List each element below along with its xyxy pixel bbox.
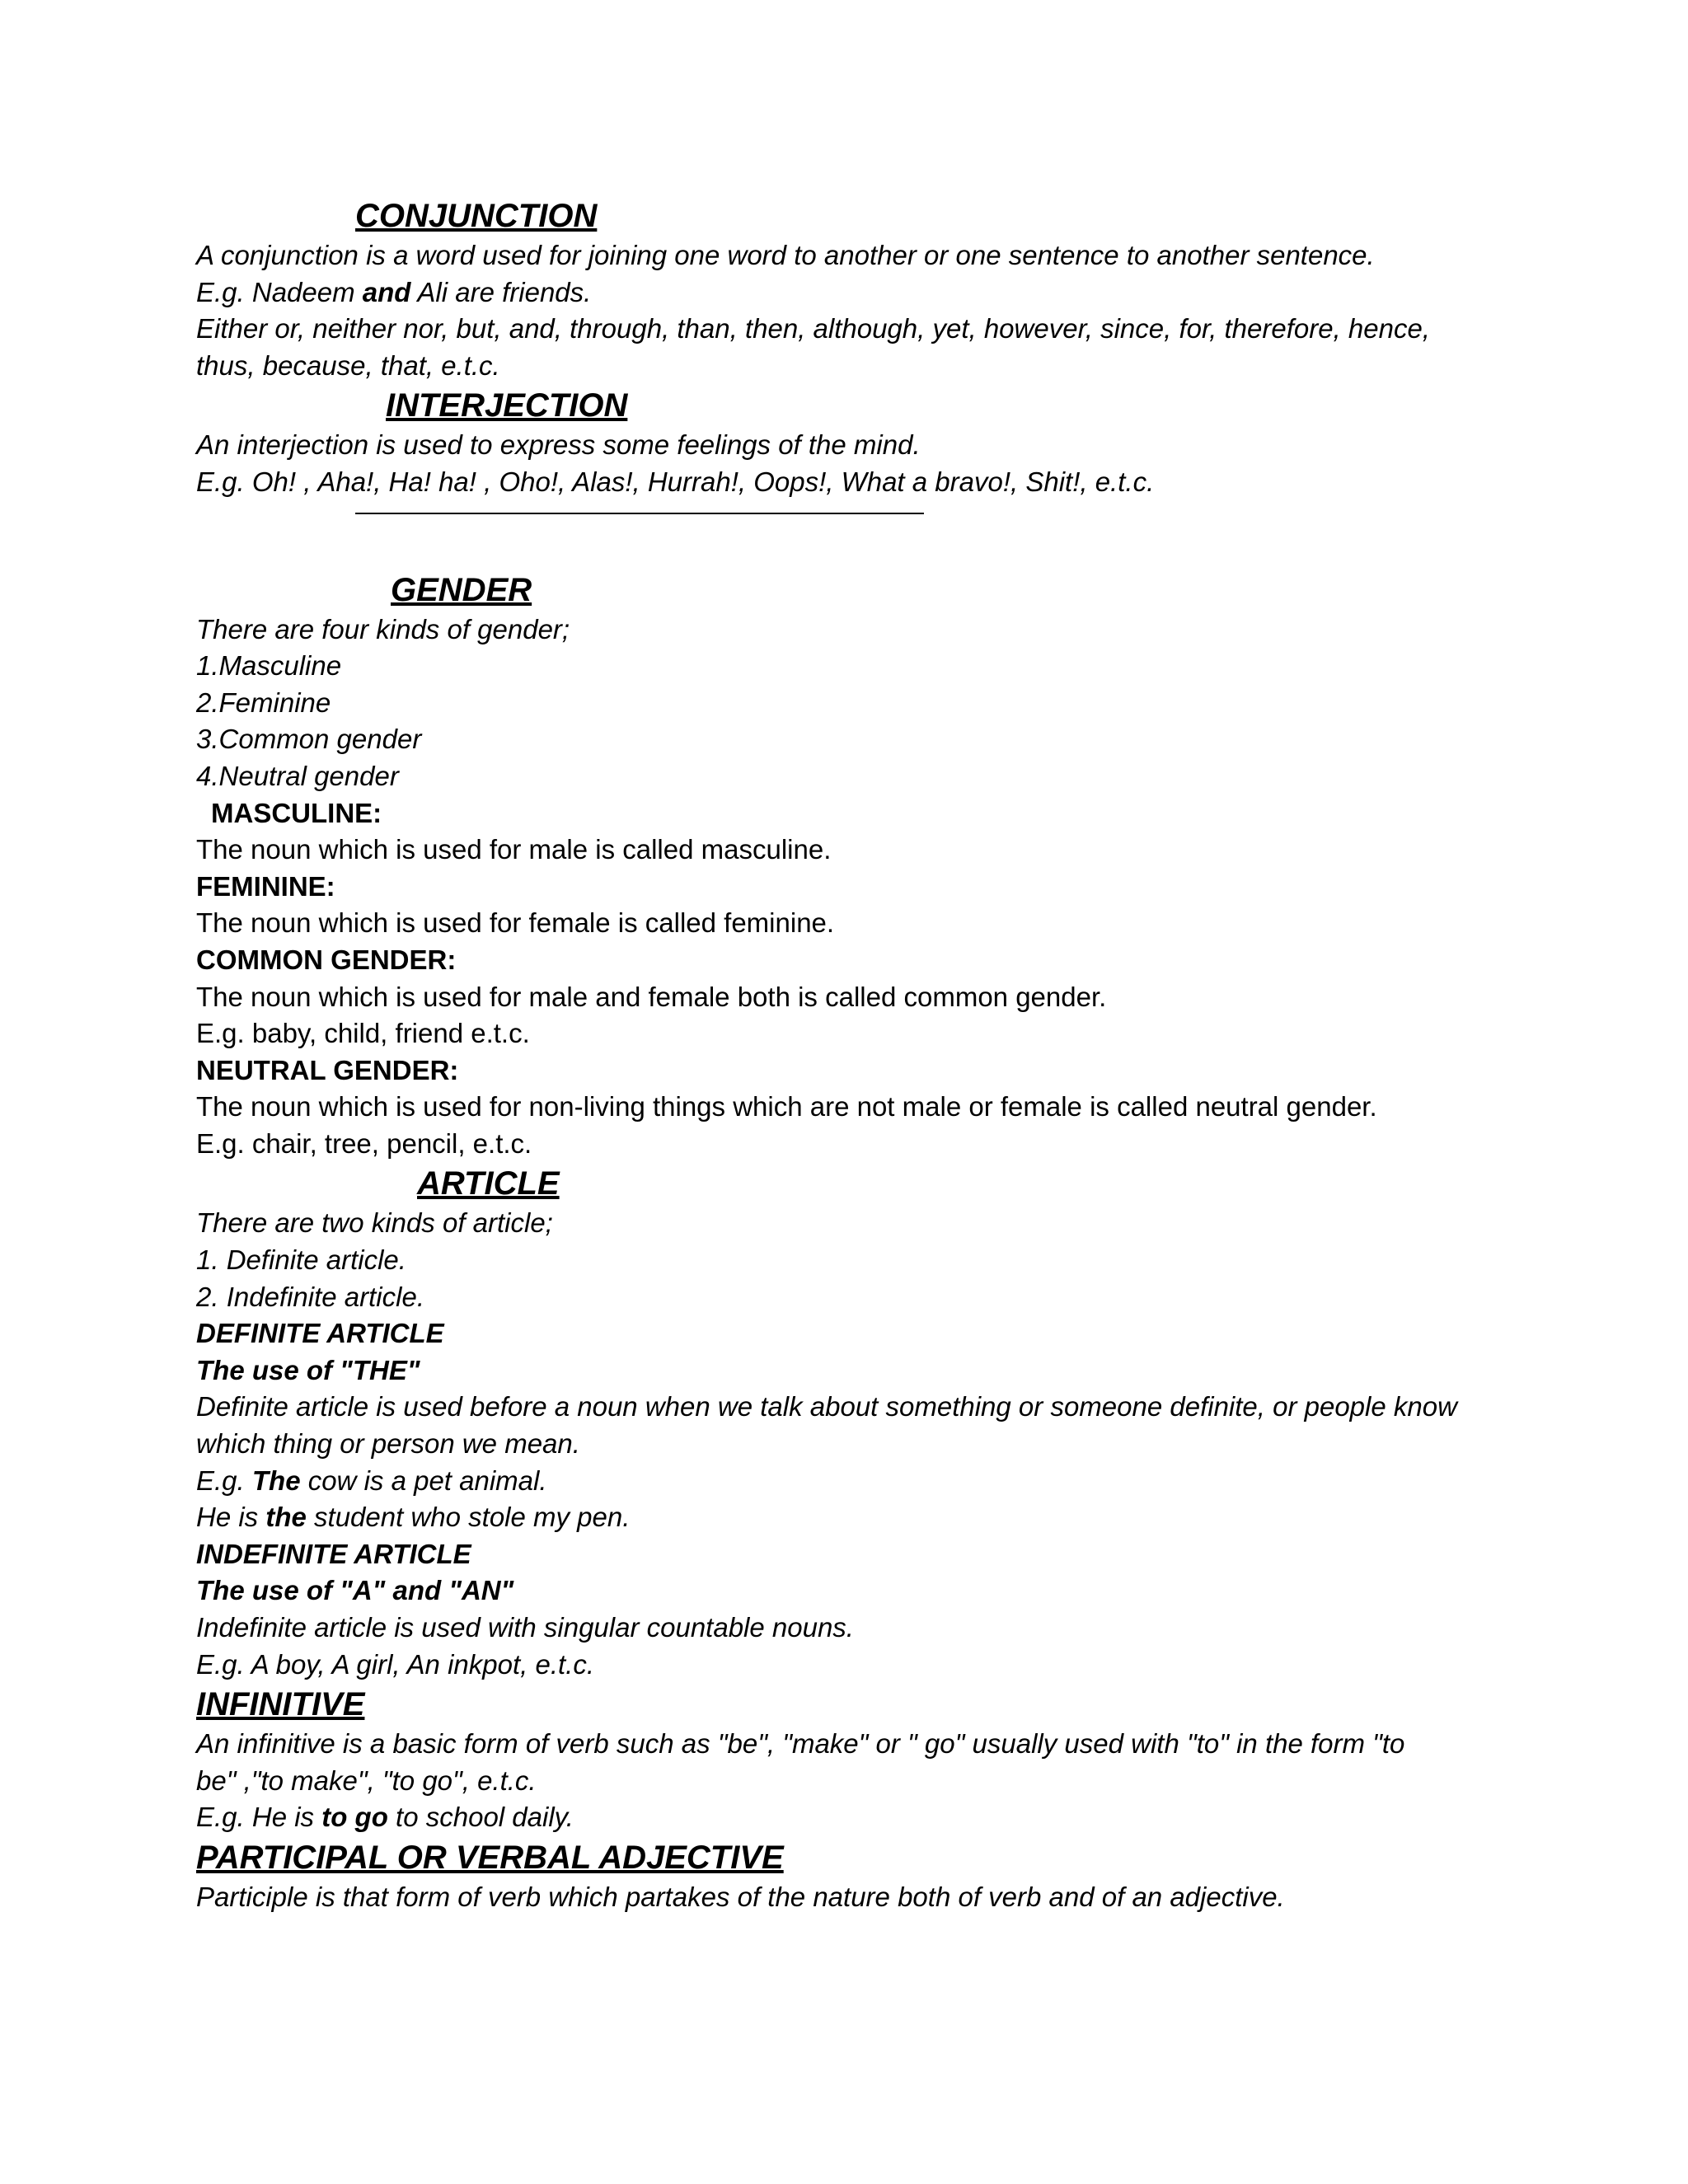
interjection-definition: An interjection is used to express some feelings of the mind. xyxy=(196,429,921,461)
interjection-heading: INTERJECTION xyxy=(386,387,628,424)
infinitive-example-suffix: to school daily. xyxy=(387,1802,574,1833)
common-gender-example: E.g. baby, child, friend e.t.c. xyxy=(196,1018,530,1049)
feminine-label: FEMININE: xyxy=(196,870,335,902)
conjunction-example xyxy=(196,274,1531,312)
conjunction-heading: CONJUNCTION xyxy=(355,198,598,234)
indefinite-article-text: Indefinite article is used with singular countable nouns. xyxy=(196,1612,854,1643)
gender-kind-2: 2.Feminine xyxy=(196,687,331,718)
conjunction-definition: A conjunction is a word used for joining one word to another or one sentence to another sentence. xyxy=(196,240,1375,270)
interjection-example: E.g. Oh! , Aha!, Ha! ha! , Oho!, Alas!, Hurrah!, Oops!, What a bravo!, Shit!, e.t.c. xyxy=(196,466,1155,497)
infinitive-example xyxy=(196,1799,1531,1836)
conjunction-list-line-2: thus, because, that, e.t.c. xyxy=(196,349,500,381)
article-heading: ARTICLE xyxy=(417,1165,560,1202)
definite-article-example-2 xyxy=(196,1499,1531,1536)
conjunction-example-bold: and xyxy=(362,276,411,307)
definite-example-1-prefix: E.g. xyxy=(196,1465,252,1496)
infinitive-example-prefix: E.g. He is xyxy=(196,1802,322,1833)
gender-kind-1: 1.Masculine xyxy=(196,650,342,682)
section-divider xyxy=(355,513,924,514)
conjunction-example-prefix: E.g. Nadeem xyxy=(196,276,363,307)
definite-example-1-bold: The xyxy=(251,1465,301,1496)
neutral-gender-text: The noun which is used for non-living things which are not male or female is called neutral gender. xyxy=(196,1091,1377,1122)
common-gender-label: COMMON GENDER: xyxy=(196,944,457,975)
indefinite-article-example: E.g. A boy, A girl, An inkpot, e.t.c. xyxy=(196,1648,594,1680)
definite-article-use: The use of "THE" xyxy=(196,1354,420,1385)
document-page xyxy=(196,194,1531,1916)
definite-article-text-1: Definite article is used before a noun when we talk about something or someone definite, or people know xyxy=(196,1391,1457,1422)
common-gender-text: The noun which is used for male and female both is called common gender. xyxy=(196,981,1107,1012)
definite-example-2-bold: the xyxy=(265,1502,307,1533)
infinitive-text-1: An infinitive is a basic form of verb such as "be", "make" or " go" usually used with "to" in the form "to xyxy=(196,1728,1405,1760)
participle-heading: PARTICIPAL OR VERBAL ADJECTIVE xyxy=(196,1839,784,1876)
definite-article-text-2: which thing or person we mean. xyxy=(196,1428,580,1460)
definite-article-label: DEFINITE ARTICLE xyxy=(196,1318,444,1349)
definite-article-example-1 xyxy=(196,1463,1531,1500)
gender-kind-3: 3.Common gender xyxy=(196,724,422,755)
indefinite-article-label: INDEFINITE ARTICLE xyxy=(196,1538,471,1569)
neutral-gender-example: E.g. chair, tree, pencil, e.t.c. xyxy=(196,1127,532,1159)
definite-example-2-prefix: He is xyxy=(196,1502,266,1533)
neutral-gender-label: NEUTRAL GENDER: xyxy=(196,1054,459,1085)
gender-kind-4: 4.Neutral gender xyxy=(196,760,399,791)
infinitive-example-bold: to go xyxy=(321,1802,388,1833)
definite-example-2-suffix: student who stole my pen. xyxy=(306,1502,631,1533)
infinitive-heading: INFINITIVE xyxy=(196,1686,365,1723)
participle-text: Participle is that form of verb which partakes of the nature both of verb and of an adjective. xyxy=(196,1881,1285,1912)
feminine-text: The noun which is used for female is called feminine. xyxy=(196,907,835,939)
masculine-label: MASCULINE: xyxy=(211,797,382,828)
conjunction-example-suffix: Ali are friends. xyxy=(410,276,592,307)
article-kind-2: 2. Indefinite article. xyxy=(196,1281,424,1312)
article-intro: There are two kinds of article; xyxy=(196,1207,553,1239)
infinitive-text-2: be" ,"to make", "to go", e.t.c. xyxy=(196,1765,537,1796)
masculine-text: The noun which is used for male is called masculine. xyxy=(196,834,832,865)
conjunction-list-line-1: Either or, neither nor, but, and, through, than, then, although, yet, however, since, for, therefore, hence, xyxy=(196,313,1430,344)
definite-example-1-suffix: cow is a pet animal. xyxy=(300,1465,547,1496)
article-kind-1: 1. Definite article. xyxy=(196,1244,406,1276)
gender-heading: GENDER xyxy=(391,571,532,608)
gender-intro: There are four kinds of gender; xyxy=(196,613,570,644)
indefinite-article-use: The use of "A" and "AN" xyxy=(196,1575,514,1606)
